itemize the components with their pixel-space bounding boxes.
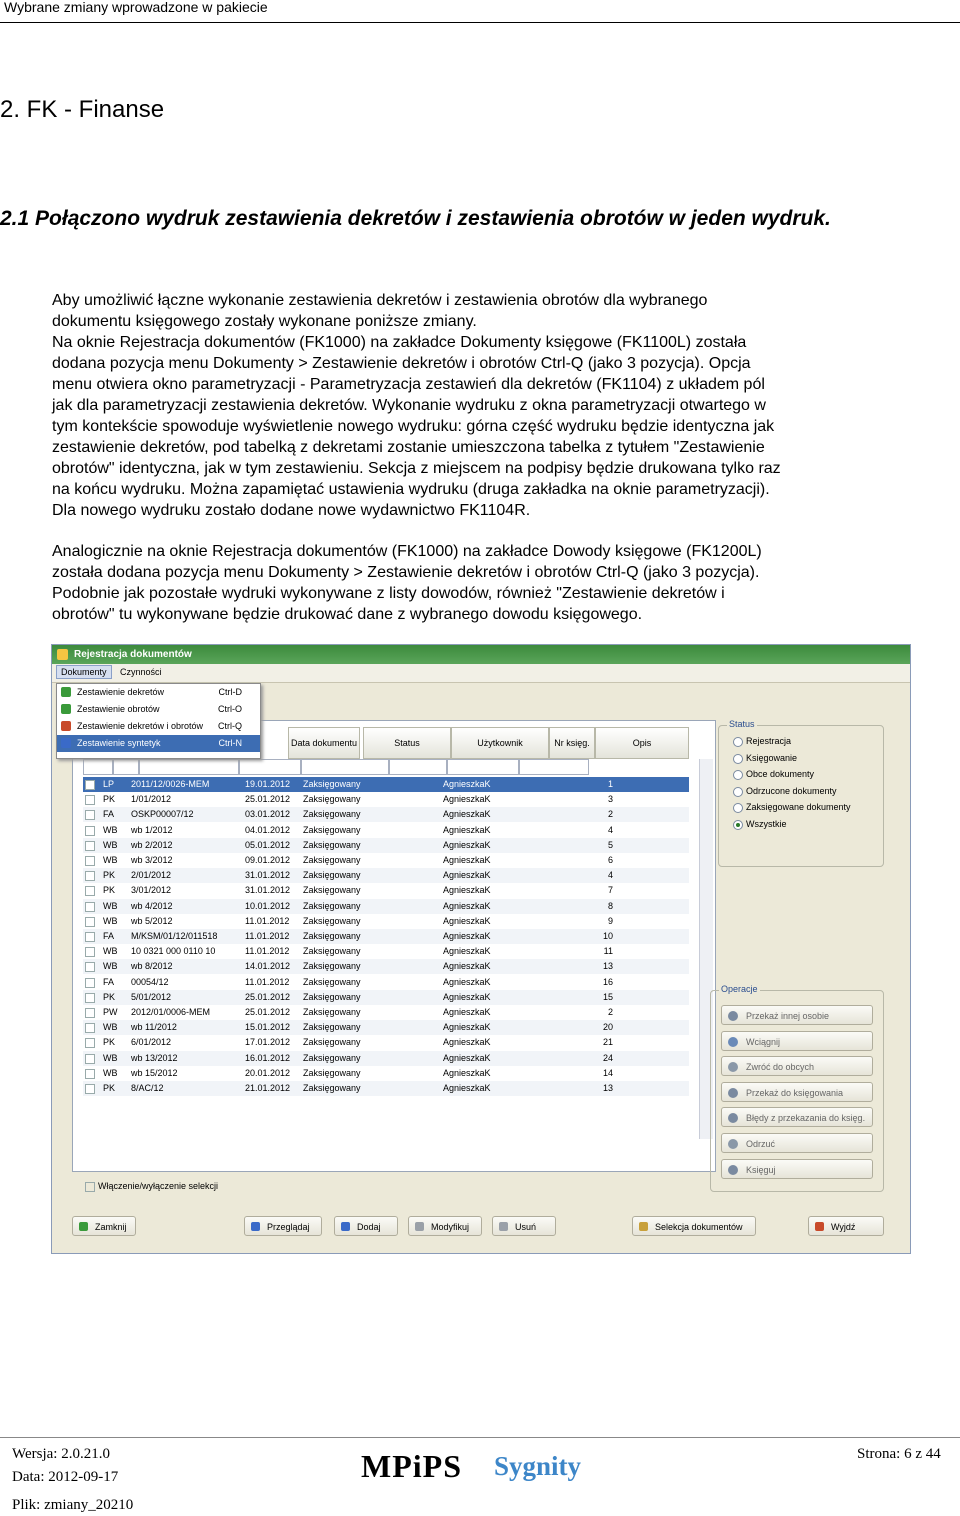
table-cell: AgnieszkaK — [443, 809, 491, 820]
row-checkbox[interactable] — [85, 1069, 95, 1079]
table-cell: 10 — [602, 931, 613, 941]
row-checkbox[interactable] — [85, 902, 95, 912]
table-cell: 6/01/2012 — [131, 1037, 172, 1048]
table-cell: WB — [103, 1022, 118, 1033]
paragraph-line: Analogicznie na oknie Rejestracja dokumentów (FK1000) na zakładce Dowody księgowe (FK1200L) — [52, 543, 762, 560]
row-checkbox[interactable] — [85, 962, 95, 972]
table-cell: M/KSM/01/12/011518 — [131, 931, 218, 941]
table-cell: 20 — [602, 1022, 613, 1033]
toolbar-button-label: Usuń — [515, 1222, 537, 1232]
table-cell: 7 — [607, 885, 613, 896]
operation-icon — [728, 1088, 738, 1098]
filter-input-3[interactable] — [139, 759, 239, 775]
toolbar-button-label: Przeglądaj — [267, 1222, 310, 1232]
operations-group — [710, 984, 884, 1192]
footer-file: Plik: zmiany_20210 — [12, 1497, 134, 1513]
table-cell: 11.01.2012 — [245, 931, 290, 941]
row-checkbox[interactable] — [85, 993, 95, 1003]
table-row[interactable] — [83, 853, 689, 868]
table-row[interactable] — [83, 1051, 689, 1066]
table-row[interactable] — [83, 1081, 689, 1096]
menu-item-icon — [61, 687, 71, 697]
menu-bar — [52, 664, 910, 683]
section-heading: 2. FK - Finanse — [0, 96, 165, 123]
table-cell: LP — [103, 779, 115, 789]
paragraph-line: dokumentu księgowego zostały wykonane poniższe zmiany. — [52, 313, 477, 330]
operation-icon — [728, 1165, 738, 1175]
table-row[interactable] — [83, 929, 689, 944]
table-cell: 11.01.2012 — [245, 976, 290, 987]
table-cell: wb 11/2012 — [131, 1022, 177, 1033]
table-cell: PK — [103, 1083, 116, 1093]
paragraph-line: Na oknie Rejestracja dokumentów (FK1000) na zakładce Dokumenty księgowe (FK1100L) została — [52, 334, 747, 351]
table-cell: 21.01.2012 — [245, 1083, 291, 1093]
table-cell: Zaksięgowany — [303, 900, 361, 911]
col-header-nr[interactable]: Nr księg. — [549, 727, 595, 759]
paragraph-2 — [52, 541, 909, 625]
table-cell: wb 4/2012 — [131, 900, 173, 911]
row-checkbox[interactable] — [85, 795, 95, 805]
table-cell: FA — [103, 809, 115, 820]
table-cell: 4 — [607, 824, 613, 835]
table-row[interactable] — [83, 899, 689, 914]
table-cell: 25.01.2012 — [245, 1007, 291, 1017]
dropdown-item-label: Zestawienie dekretów — [77, 687, 165, 697]
paragraph-line: menu otwiera okno parametryzacji - Parametryzacja zestawień dla dekretów (FK1104) z układem pól — [52, 376, 765, 393]
table-cell: 16.01.2012 — [245, 1052, 291, 1063]
table-cell: 10 0321 000 0110 10 — [131, 946, 216, 957]
table-cell: AgnieszkaK — [443, 961, 491, 972]
table-cell: PK — [103, 885, 116, 896]
row-checkbox[interactable] — [85, 978, 95, 988]
operation-button[interactable] — [721, 1056, 873, 1076]
table-cell: AgnieszkaK — [443, 931, 491, 941]
table-cell: 5 — [607, 839, 613, 850]
col-header-status[interactable]: Status — [363, 727, 451, 759]
table-cell: 4 — [607, 870, 613, 881]
status-group-title: Status — [729, 719, 755, 729]
table-cell: 31.01.2012 — [245, 885, 291, 896]
operation-button[interactable] — [721, 1005, 873, 1025]
table-cell: Zaksięgowany — [303, 809, 361, 820]
table-cell: AgnieszkaK — [443, 839, 491, 850]
table-cell: wb 8/2012 — [131, 961, 173, 972]
toolbar-button[interactable] — [334, 1216, 398, 1236]
table-cell: 04.01.2012 — [245, 824, 291, 835]
table-cell: 11.01.2012 — [245, 946, 290, 957]
header-divider — [0, 22, 960, 23]
paragraph-line: Aby umożliwić łączne wykonanie zestawienia dekretów i zestawienia obrotów dla wybranego — [52, 292, 708, 309]
paragraph-line: obrotów" tu wykonywane będzie drukować dane z wybranego dowodu księgowego. — [52, 606, 643, 623]
table-cell: PK — [103, 991, 116, 1002]
toolbar-button-label: Wyjdź — [831, 1222, 856, 1232]
col-header-opis[interactable]: Opis — [595, 727, 689, 759]
table-cell: WB — [103, 961, 118, 972]
operation-label: Przekaż innej osobie — [746, 1011, 830, 1021]
table-cell: AgnieszkaK — [443, 1067, 491, 1078]
dropdown-item[interactable] — [57, 718, 260, 735]
row-checkbox[interactable] — [85, 917, 95, 927]
table-row[interactable] — [83, 944, 689, 959]
table-cell: Zaksięgowany — [303, 824, 361, 835]
table-cell: Zaksięgowany — [303, 946, 361, 957]
col-header-user[interactable]: Użytkownik — [451, 727, 549, 759]
table-cell: Zaksięgowany — [303, 931, 361, 941]
table-cell: 8/AC/12 — [131, 1083, 164, 1093]
table-cell: Zaksięgowany — [303, 915, 361, 926]
row-checkbox[interactable] — [85, 1054, 95, 1064]
bottom-toolbar — [72, 1212, 884, 1240]
row-checkbox[interactable] — [85, 841, 95, 851]
table-cell: AgnieszkaK — [443, 976, 491, 987]
app-screenshot — [51, 644, 911, 1254]
toolbar-button[interactable] — [492, 1216, 556, 1236]
filter-input-8[interactable] — [519, 759, 589, 775]
filter-input-7[interactable] — [447, 759, 519, 775]
dropdown-item-label: Zestawienie obrotów — [77, 704, 160, 714]
paragraph-line: na końcu wydruku. Można zapamiętać ustawienia wydruku (druga zakładka na oknie parametryzacji). — [52, 481, 770, 498]
paragraph-line: jak dla parametryzacji zestawienia dekretów. Wykonanie wydruku z okna parametryzacji otwartego w — [52, 397, 766, 414]
table-row[interactable] — [83, 868, 689, 883]
operation-button[interactable] — [721, 1133, 873, 1153]
table-row[interactable] — [83, 990, 689, 1005]
status-radio[interactable]: Odrzucone dokumenty — [733, 784, 837, 799]
table-row[interactable] — [83, 792, 689, 807]
dokumenty-dropdown — [56, 683, 261, 759]
selection-toggle-label: Włączenie/wyłączenie selekcji — [98, 1181, 219, 1191]
table-row[interactable] — [83, 838, 689, 853]
table-cell: Zaksięgowany — [303, 779, 361, 789]
toolbar-button[interactable] — [408, 1216, 482, 1236]
table-cell: WB — [103, 1067, 118, 1078]
dropdown-item-shortcut: Ctrl-Q — [218, 721, 242, 731]
paragraph-line: dodana pozycja menu Dokumenty > Zestawienie dekretów i obrotów Ctrl-Q (jako 3 pozycja). Opcja — [52, 355, 751, 372]
table-cell: 6 — [607, 855, 613, 865]
operation-label: Błędy z przekazania do księg. — [746, 1113, 866, 1124]
table-cell: PK — [103, 794, 116, 805]
selection-checkbox[interactable] — [85, 1182, 95, 1192]
row-checkbox[interactable] — [85, 810, 95, 820]
table-row[interactable] — [83, 883, 689, 898]
toolbar-button-icon — [251, 1222, 260, 1231]
toolbar-button-icon — [499, 1222, 508, 1231]
operation-label: Księguj — [746, 1164, 776, 1175]
table-cell: 15.01.2012 — [245, 1022, 291, 1033]
table-cell: WB — [103, 946, 118, 957]
operations-group-title: Operacje — [721, 984, 758, 994]
table-cell: OSKP00007/12 — [131, 809, 194, 820]
table-cell: AgnieszkaK — [443, 824, 491, 835]
table-cell: 14 — [602, 1067, 613, 1078]
toolbar-button-icon — [639, 1222, 648, 1231]
toolbar-button[interactable] — [632, 1216, 756, 1236]
table-cell: AgnieszkaK — [443, 915, 491, 926]
status-radio[interactable]: Wszystkie — [733, 817, 787, 832]
operation-label: Zwróć do obcych — [746, 1062, 815, 1073]
operation-icon — [728, 1113, 738, 1123]
table-cell: 11 — [603, 946, 613, 957]
app-icon — [57, 649, 68, 660]
table-cell: 8 — [607, 900, 613, 911]
status-radio[interactable]: Zaksięgowane dokumenty — [733, 800, 851, 815]
table-row[interactable] — [83, 1020, 689, 1035]
table-cell: 2011/12/0026-MEM — [131, 779, 210, 789]
table-cell: 31.01.2012 — [245, 870, 291, 881]
paragraph-1 — [52, 290, 909, 521]
operation-label: Odrzuć — [746, 1139, 776, 1149]
table-cell: 19.01.2012 — [245, 779, 291, 789]
row-checkbox[interactable] — [85, 1084, 95, 1094]
table-cell: AgnieszkaK — [443, 1052, 491, 1063]
menu-item-icon — [61, 704, 71, 714]
table-cell: AgnieszkaK — [443, 1037, 491, 1048]
paragraph-line: zestawienie dekretów, pod tabelką z dekretami zostanie umieszczona tabelka z tytułem "Zestawienie — [52, 439, 765, 456]
dropdown-item-label: Zestawienie syntetyk — [77, 738, 161, 748]
row-checkbox[interactable] — [85, 871, 95, 881]
table-cell: wb 5/2012 — [131, 915, 173, 926]
table-cell: AgnieszkaK — [443, 855, 491, 865]
footer-divider — [0, 1437, 960, 1438]
table-cell: 25.01.2012 — [245, 794, 291, 805]
table-cell: 2 — [607, 809, 613, 820]
status-radio[interactable]: Księgowanie — [733, 751, 797, 766]
table-cell: 2012/01/0006-MEM — [131, 1007, 211, 1017]
table-cell: 13 — [602, 961, 613, 972]
footer-date: Data: 2012-09-17 — [12, 1469, 119, 1485]
row-checkbox[interactable] — [85, 886, 95, 896]
table-cell: 17.01.2012 — [245, 1037, 291, 1048]
table-cell: 09.01.2012 — [245, 855, 291, 865]
table-cell: 03.01.2012 — [245, 809, 291, 820]
filter-input-1[interactable] — [83, 759, 113, 775]
table-cell: 13 — [602, 1083, 613, 1093]
table-cell: PW — [103, 1007, 118, 1017]
filter-input-2[interactable] — [113, 759, 139, 775]
row-checkbox[interactable] — [85, 1023, 95, 1033]
paragraph-line: została dodana pozycja menu Dokumenty > Zestawienie dekretów i obrotów Ctrl-Q (jako 3 pozycja). — [52, 564, 760, 581]
table-cell: AgnieszkaK — [443, 885, 491, 896]
operation-button[interactable] — [721, 1107, 873, 1127]
dropdown-item-shortcut: Ctrl-O — [218, 704, 242, 714]
table-cell: PK — [103, 870, 116, 881]
table-cell: Zaksięgowany — [303, 1052, 361, 1063]
table-cell: WB — [103, 1052, 118, 1063]
table-cell: 16 — [602, 976, 613, 987]
operation-label: Przekaż do księgowania — [746, 1087, 844, 1098]
selection-toggle[interactable] — [85, 1181, 218, 1191]
operation-icon — [728, 1062, 738, 1072]
table-cell: Zaksięgowany — [303, 1067, 361, 1078]
table-cell: 15 — [602, 991, 613, 1002]
table-cell: AgnieszkaK — [443, 991, 491, 1002]
table-cell: Zaksięgowany — [303, 855, 361, 865]
table-row[interactable] — [83, 959, 689, 974]
table-cell: wb 15/2012 — [131, 1067, 178, 1078]
table-cell: 25.01.2012 — [245, 991, 291, 1002]
operation-label: Wciągnij — [746, 1036, 781, 1047]
table-row[interactable] — [83, 1005, 689, 1020]
paragraph-line: Podobnie jak pozostałe wydruki wykonywane z listy dowodów, również "Zestawienie dekretów i — [52, 585, 725, 602]
table-cell: wb 3/2012 — [131, 855, 173, 865]
table-row[interactable] — [83, 777, 689, 792]
table-cell: 00054/12 — [131, 976, 169, 987]
menu-item-icon — [61, 738, 71, 748]
table-cell: wb 2/2012 — [131, 839, 173, 850]
row-checkbox[interactable] — [85, 947, 95, 957]
table-cell: Zaksięgowany — [303, 839, 361, 850]
menu-czynnosci[interactable]: Czynności — [120, 667, 162, 677]
filter-input-5[interactable] — [301, 759, 389, 775]
table-cell: Zaksięgowany — [303, 885, 361, 896]
table-cell: 11.01.2012 — [245, 915, 290, 926]
window-titlebar — [52, 645, 910, 664]
toolbar-button-icon — [79, 1222, 88, 1231]
table-cell: 05.01.2012 — [245, 839, 291, 850]
toolbar-button[interactable] — [244, 1216, 322, 1236]
table-cell: 1/01/2012 — [131, 794, 172, 805]
row-checkbox[interactable] — [85, 1008, 95, 1018]
table-cell: 24 — [602, 1052, 613, 1063]
table-cell: Zaksięgowany — [303, 1007, 361, 1017]
table-cell: AgnieszkaK — [443, 1083, 491, 1093]
dropdown-item-label: Zestawienie dekretów i obrotów — [77, 721, 204, 731]
table-cell: wb 1/2012 — [131, 824, 173, 835]
table-cell: Zaksięgowany — [303, 961, 361, 972]
dropdown-item[interactable] — [57, 701, 260, 718]
page-header: Wybrane zmiany wprowadzone w pakiecie — [4, 0, 268, 15]
window-title: Rejestracja dokumentów — [74, 649, 192, 660]
filter-input-4[interactable] — [239, 759, 301, 775]
table-cell: WB — [103, 900, 118, 911]
menu-dokumenty[interactable]: Dokumenty — [56, 665, 112, 679]
table-cell: WB — [103, 824, 118, 835]
table-cell: 2 — [607, 1007, 613, 1017]
table-row[interactable] — [83, 914, 689, 929]
table-cell: AgnieszkaK — [443, 870, 491, 881]
table-cell: wb 13/2012 — [131, 1052, 178, 1063]
col-header-date[interactable]: Data dokumentu — [288, 727, 360, 759]
table-cell: FA — [103, 931, 115, 941]
table-row[interactable] — [83, 807, 689, 822]
table-cell: AgnieszkaK — [443, 779, 491, 789]
table-row[interactable] — [83, 1035, 689, 1050]
table-cell: WB — [103, 915, 118, 926]
toolbar-button-label: Selekcja dokumentów — [655, 1222, 743, 1232]
documents-grid — [72, 720, 716, 1191]
row-checkbox[interactable] — [85, 826, 95, 836]
footer-version: Wersja: 2.0.21.0 — [12, 1446, 110, 1462]
table-cell: 1 — [607, 779, 613, 789]
table-cell: WB — [103, 855, 118, 865]
table-cell: AgnieszkaK — [443, 794, 491, 805]
paragraph-line: obrotów" identyczna, jak w tym zestawieniu. Sekcja z miejscem na podpisy będzie drukowana tylko raz — [52, 460, 781, 477]
dropdown-item[interactable] — [57, 735, 260, 752]
table-cell: Zaksięgowany — [303, 976, 361, 987]
row-checkbox[interactable] — [85, 932, 95, 942]
status-radio[interactable]: Obce dokumenty — [733, 767, 814, 782]
table-cell: 3/01/2012 — [131, 885, 172, 896]
toolbar-button-label: Modyfikuj — [431, 1222, 470, 1232]
footer-page: Strona: 6 z 44 — [857, 1446, 941, 1462]
table-cell: PK — [103, 1037, 116, 1048]
operation-icon — [728, 1011, 738, 1021]
logo-mpips: MPiPS — [361, 1448, 462, 1484]
toolbar-button[interactable] — [72, 1216, 136, 1236]
toolbar-button[interactable] — [808, 1216, 884, 1236]
toolbar-button-icon — [815, 1222, 824, 1231]
table-cell: Zaksięgowany — [303, 1083, 361, 1093]
toolbar-button-icon — [415, 1222, 424, 1231]
status-group — [718, 719, 884, 867]
table-cell: Zaksięgowany — [303, 794, 361, 805]
operation-button[interactable] — [721, 1031, 873, 1051]
table-cell: AgnieszkaK — [443, 1007, 491, 1017]
table-cell: Zaksięgowany — [303, 991, 361, 1002]
toolbar-button-label: Zamknij — [95, 1222, 127, 1232]
operation-icon — [728, 1037, 738, 1047]
table-cell: 5/01/2012 — [131, 991, 172, 1002]
table-cell: Zaksięgowany — [303, 870, 361, 881]
table-row[interactable] — [83, 975, 689, 990]
operation-button[interactable] — [721, 1082, 873, 1102]
table-cell: 9 — [607, 915, 613, 926]
table-cell: 10.01.2012 — [245, 900, 291, 911]
row-checkbox[interactable] — [85, 856, 95, 866]
table-cell: AgnieszkaK — [443, 1022, 491, 1033]
table-cell: AgnieszkaK — [443, 946, 491, 957]
dropdown-item-shortcut: Ctrl-D — [218, 687, 242, 697]
table-cell: 2/01/2012 — [131, 870, 172, 881]
table-cell: 20.01.2012 — [245, 1067, 291, 1078]
toolbar-button-icon — [341, 1222, 350, 1231]
subsection-heading: 2.1 Połączono wydruk zestawienia dekretów i zestawienia obrotów w jeden wydruk. — [0, 207, 831, 230]
status-radio[interactable]: Rejestracja — [733, 734, 791, 749]
table-cell: 14.01.2012 — [245, 961, 291, 972]
table-cell: WB — [103, 839, 118, 850]
dropdown-item-shortcut: Ctrl-N — [218, 738, 242, 748]
filter-input-6[interactable] — [389, 759, 447, 775]
table-cell: 21 — [602, 1037, 613, 1048]
paragraph-line: Dla nowego wydruku zostało dodane nowe wydawnictwo FK1104R. — [52, 502, 531, 519]
operation-icon — [728, 1139, 738, 1149]
paragraph-line: tym kontekście spowoduje wyświetlenie nowego wydruku: górna część wydruku będzie identyczna jak — [52, 418, 775, 435]
table-cell: Zaksięgowany — [303, 1037, 361, 1048]
row-checkbox[interactable] — [85, 1038, 95, 1048]
logo-sygnity: Sygnity — [494, 1451, 582, 1481]
menu-item-icon — [61, 721, 71, 731]
table-cell: AgnieszkaK — [443, 900, 491, 911]
table-cell: FA — [103, 976, 115, 987]
operation-button[interactable] — [721, 1159, 873, 1179]
toolbar-button-label: Dodaj — [357, 1222, 381, 1232]
table-row[interactable] — [83, 823, 689, 838]
table-row[interactable] — [83, 1066, 689, 1081]
row-checkbox[interactable] — [85, 780, 95, 790]
table-cell: Zaksięgowany — [303, 1022, 361, 1033]
dropdown-item[interactable] — [57, 684, 260, 701]
table-cell: 3 — [607, 794, 613, 805]
